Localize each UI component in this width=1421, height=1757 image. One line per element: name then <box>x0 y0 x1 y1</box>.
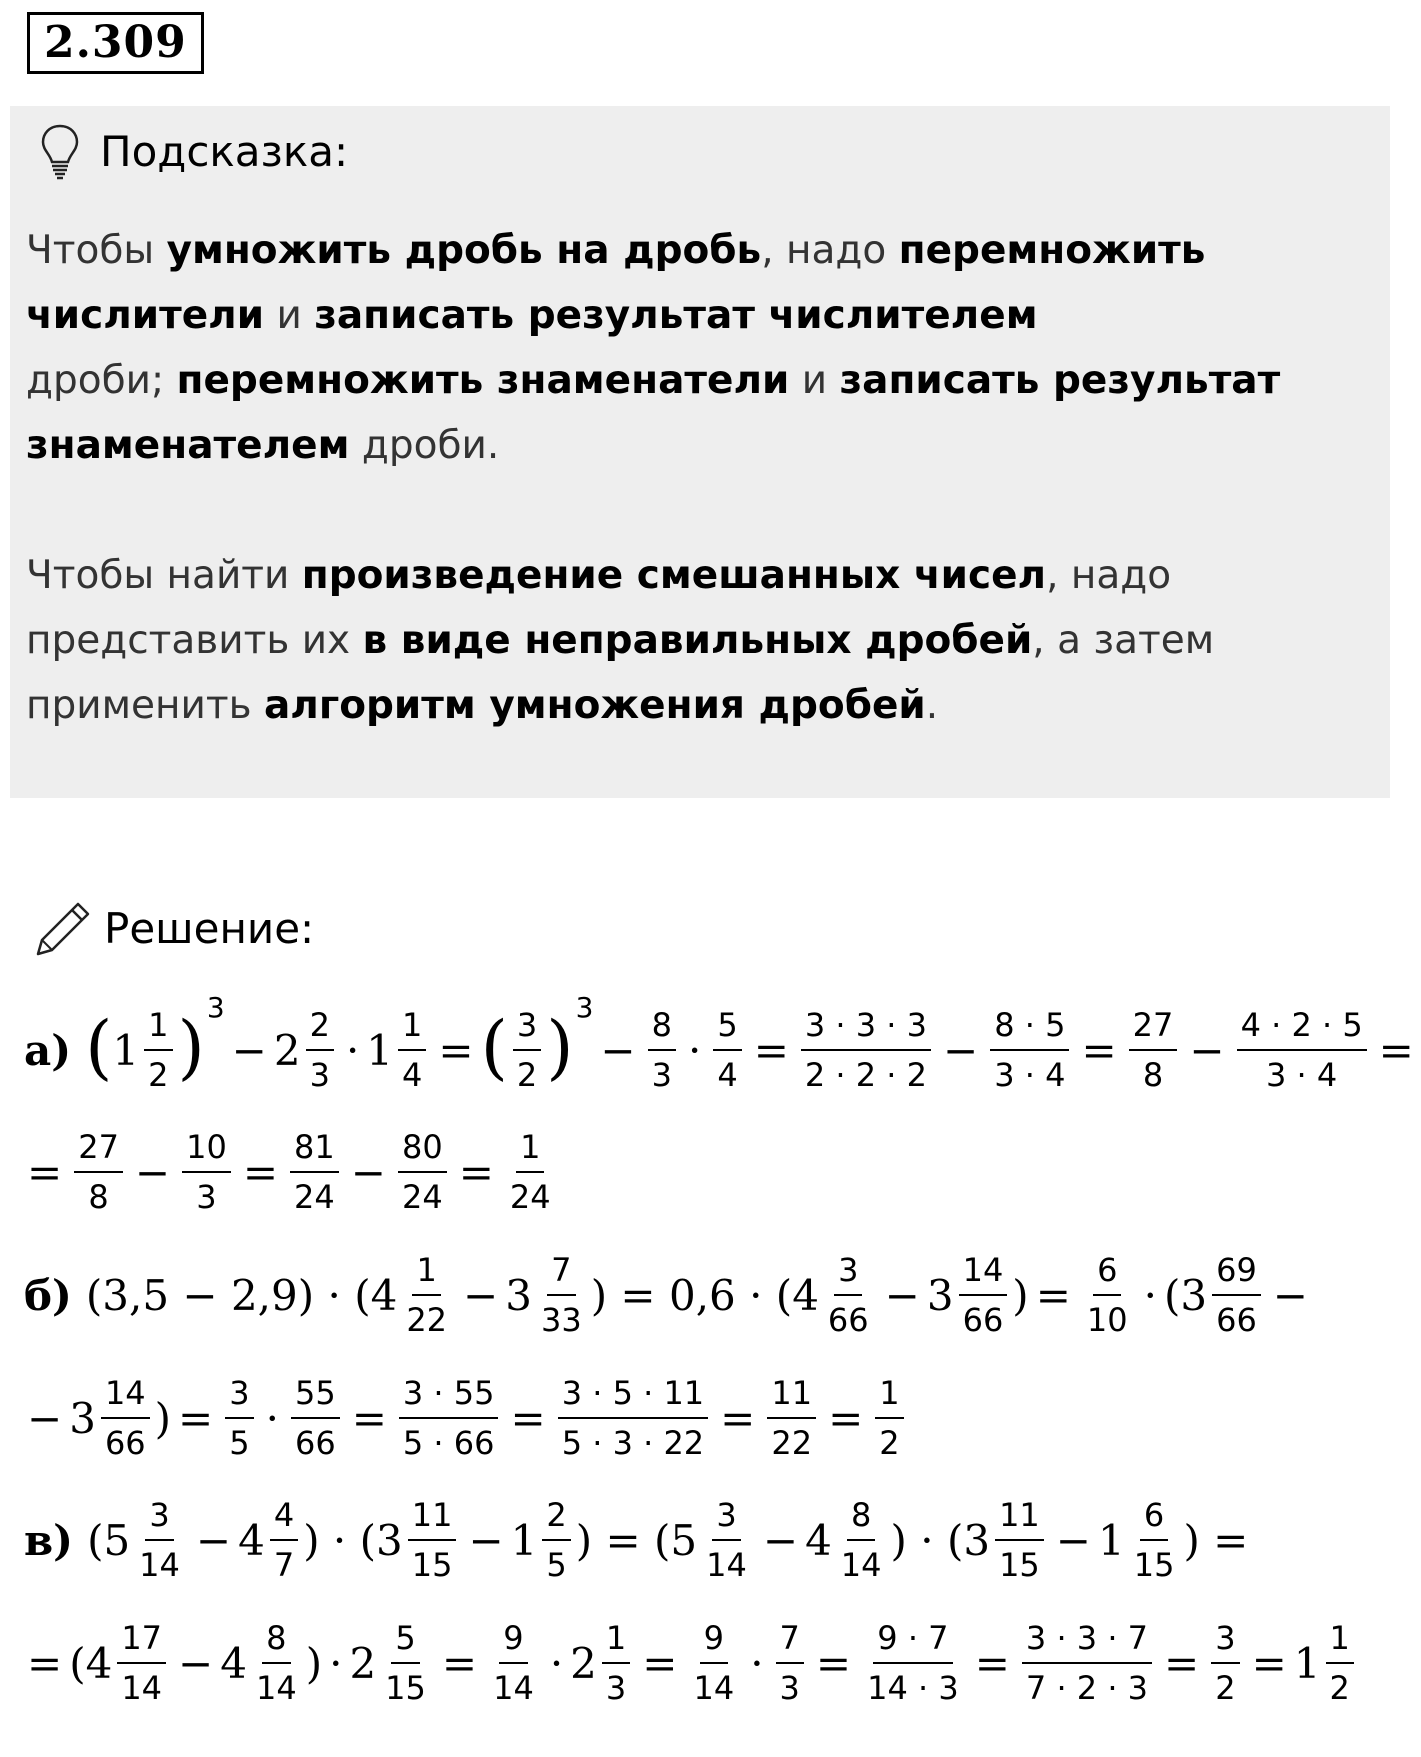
text-span: дроби; <box>26 358 177 403</box>
pencil-icon <box>32 898 94 960</box>
part-label-v: в) <box>24 1515 74 1565</box>
text-span: , а затем применить <box>26 618 1215 728</box>
lightbulb-icon <box>38 122 82 182</box>
text-span: Чтобы <box>26 228 167 273</box>
solution-title: Решение: <box>104 904 315 953</box>
solution-line-b1: б) (3,5 − 2,9) · (4 $\frac{1}{22}$ − 3 $\frac{7}{33}$ ) = 0,6 · (4 $\frac{3}{66}$ − 3 $\frac{14}{66}$ ) = $\frac{6}{10}$ · (3 $\frac{69}{66}$ − <box>24 1251 1308 1339</box>
bold-span: перемножить числители <box>26 228 1206 338</box>
power-group: ( 1 $\frac{1}{2}$ ) 3 <box>85 991 225 1094</box>
problem-number: 2.309 <box>27 12 204 74</box>
text-span: Чтобы найти <box>26 553 302 598</box>
solution-line-v1: в) (5 $\frac{3}{14}$ − 4 $\frac{4}{7}$ ) · (3 $\frac{11}{15}$ − 1 $\frac{2}{5}$ ) = (5 $\frac{3}{14}$ − 4 $\frac{8}{14}$ ) · (3 $\frac{11}{15}$ − 1 $\frac{6}{15}$ ) = <box>24 1496 1249 1584</box>
bold-span: умножить дробь на дробь <box>166 228 762 273</box>
bold-span: записать результат числителем <box>314 293 1038 338</box>
solution-line-a1: а) ( 1 $\frac{1}{2}$ ) 3 − 2 $\frac{2}{3}$ · 1 $\frac{1}{4}$ = ( $\frac{3}{2}$ ) 3 − $\frac{8}{3}$ · $\frac{5}{4}$ = $\frac{3 \cdot 3 \cdot 3}{2 \cdot 2 \cdot 2}$ − $\frac{8 \cdot 5}{3 \cdot 4}$ = $\frac{27}{8}$ − $\frac{4 \cdot 2 \cdot 5}{3 \cdot 4}$ = <box>24 991 1414 1094</box>
bold-span: записать результат знаменателем <box>26 358 1281 468</box>
text-span: дроби. <box>349 423 500 468</box>
solution-line-v2: = (4 $\frac{17}{14}$ − 4 $\frac{8}{14}$ ) · 2 $\frac{5}{15}$ = $\frac{9}{14}$ · 2 $\frac{1}{3}$ = $\frac{9}{14}$ · $\frac{7}{3}$ = $\frac{9 \cdot 7}{14 \cdot 3}$ = $\frac{3 \cdot 3 \cdot 7}{7 \cdot 2 \cdot 3}$ = $\frac{3}{2}$ = 1 $\frac{1}{2}$ <box>20 1603 1359 1723</box>
bold-span: произведение смешанных чисел <box>301 553 1047 598</box>
solution-line-b2: − 3 $\frac{14}{66}$ ) = $\frac{3}{5}$ · $\frac{55}{66}$ = $\frac{3 \cdot 55}{5 \cdot 66}$ = $\frac{3 \cdot 5 \cdot 11}{5 \cdot 3 \cdot 22}$ = $\frac{11}{22}$ = $\frac{1}{2}$ <box>20 1358 909 1478</box>
bold-span: перемножить знаменатели <box>176 358 790 403</box>
solution-line-a2: = $\frac{27}{8}$ − $\frac{10}{3}$ = $\frac{81}{24}$ − $\frac{80}{24}$ = $\frac{1}{24}$ <box>27 1128 551 1216</box>
text-span: и <box>789 358 840 403</box>
text-span: , надо представить их <box>26 553 1172 663</box>
hint-header <box>38 122 348 182</box>
part-label-b: б) <box>24 1270 72 1320</box>
hint-title: Подсказка: <box>100 127 349 176</box>
part-label-a: а) <box>24 1025 72 1075</box>
hint-box <box>10 106 1390 798</box>
hint-text <box>26 218 1366 738</box>
bold-span: алгоритм умножения дробей <box>263 683 926 728</box>
text-span: , надо <box>761 228 899 273</box>
power-group: ( $\frac{3}{2}$ ) 3 <box>480 991 594 1094</box>
hint-paragraph-2 <box>26 543 1366 738</box>
bold-span: в виде неправильных дробей <box>362 618 1033 663</box>
text-span: . <box>925 683 939 728</box>
text-span: и <box>264 293 315 338</box>
solution-header <box>32 898 314 960</box>
hint-paragraph-1 <box>26 218 1366 478</box>
